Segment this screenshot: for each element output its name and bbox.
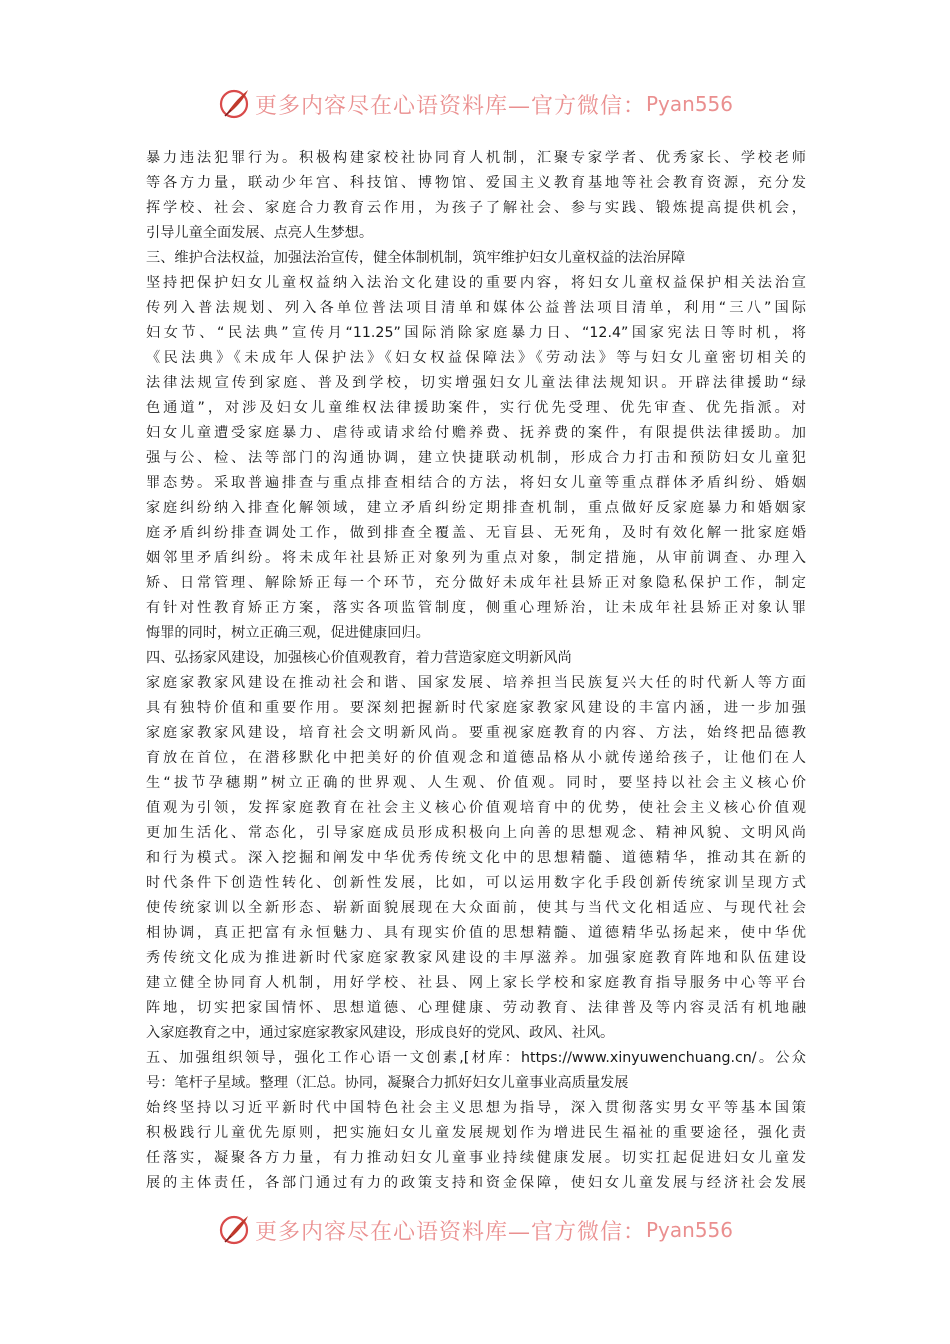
text-line: 号：笔杆子星域。整理（汇总。协同，凝聚合力抓好妇女儿童事业高质量发展 xyxy=(146,1075,629,1091)
text-line: 色通道”，对涉及妇女儿童维权法律援助案件，实行优先受理、优先审查、优先指派。对 xyxy=(146,400,806,416)
text-line: 《民法典》《未成年人保护法》《妇女权益保障法》《劳动法》等与妇女儿童密切相关的 xyxy=(146,350,806,366)
text-line: 值观为引领，发挥家庭教育在社会主义核心价值观培育中的优势，使社会主义核心价值观 xyxy=(146,800,806,816)
text-line: 时代条件下创造性转化、创新性发展，比如，可以运用数字化手段创新传统家训呈现方式 xyxy=(146,875,806,891)
text-line: 家庭家教家风建设，培育社会文明新风尚。要重视家庭教育的内容、方法，始终把品德教 xyxy=(146,725,806,741)
text-line: 四、弘扬家风建设，加强核心价值观教育，着力营造家庭文明新风尚 xyxy=(146,650,572,666)
text-line: 罪态势。采取普遍排查与重点排查相结合的方法，将妇女儿童等重点群体矛盾纠纷、婚姻 xyxy=(146,475,806,491)
text-line: 任落实，凝聚各方力量，有力推动妇女儿童事业持续健康发展。切实扛起促进妇女儿童发 xyxy=(146,1150,806,1166)
banner-wechat-id: Pyan556 xyxy=(646,1218,734,1242)
text-line: 更加生活化、常态化，引导家庭成员形成积极向上向善的思想观念、精神风貌、文明风尚 xyxy=(146,825,806,841)
banner-text: 更多内容尽在心语资料库—官方微信： xyxy=(254,93,646,119)
text-line: 等各方力量，联动少年宫、科技馆、博物馆、爱国主义教育基地等社会教育资源，充分发 xyxy=(146,175,806,191)
text-line: 入家庭教育之中，通过家庭家教家风建设，形成良好的党风、政风、社风。 xyxy=(146,1025,615,1041)
text-line: 育放在首位，在潜移默化中把美好的价值观念和道德品格从小就传递给孩子，让他们在人 xyxy=(146,750,806,766)
text-line: 三、维护合法权益，加强法治宣传，健全体制机制，筑牢维护妇女儿童权益的法治屏障 xyxy=(146,250,686,266)
text-line: 建立健全协同育人机制，用好学校、社县、网上家长学校和家庭教育指导服务中心等平台 xyxy=(146,975,806,991)
text-line: 引导儿童全面发展、点亮人生梦想。 xyxy=(146,225,374,241)
text-line: 和行为模式。深入挖掘和阐发中华优秀传统文化中的思想精髓、道德精华，推动其在新的 xyxy=(146,850,806,866)
banner-text: 更多内容尽在心语资料库—官方微信： xyxy=(254,1219,646,1245)
text-line: 庭矛盾纠纷排查调处工作，做到排查全覆盖、无盲县、无死角，及时有效化解一批家庭婚 xyxy=(146,525,806,541)
text-line: 法律法规宣传到家庭、普及到学校，切实增强妇女儿童法律法规知识。开辟法律援助“绿 xyxy=(146,375,806,391)
text-line: 悔罪的同时，树立正确三观，促进健康回归。 xyxy=(146,625,430,641)
footer-watermark-banner xyxy=(0,1210,950,1250)
document-body xyxy=(146,146,806,1196)
text-line: 传列入普法规划、列入各单位普法项目清单和媒体公益普法项目清单，利用“三八”国际 xyxy=(146,300,806,316)
text-line: 五、加强组织领导，强化工作心语一文创素,[材库：https://www.xinyuwenchuang.cn/。公众 xyxy=(146,1050,806,1066)
banner-wechat-id: Pyan556 xyxy=(646,92,734,116)
quill-pen-circle-icon xyxy=(217,1213,251,1247)
text-line: 使传统家训以全新形态、崭新面貌展现在大众面前，使其与当代文化相适应、与现代社会 xyxy=(146,900,806,916)
text-line: 生“拔节孕穗期”树立正确的世界观、人生观、价值观。同时，要坚持以社会主义核心价 xyxy=(146,775,806,791)
quill-pen-circle-icon xyxy=(217,87,251,121)
text-line: 家庭家教家风建设在推动社会和谐、国家发展、培养担当民族复兴大任的时代新人等方面 xyxy=(146,675,806,691)
text-line: 暴力违法犯罪行为。积极构建家校社协同育人机制，汇聚专家学者、优秀家长、学校老师 xyxy=(146,150,806,166)
text-line: 挥学校、社会、家庭合力教育云作用，为孩子了解社会、参与实践、锻炼提高提供机会， xyxy=(146,200,806,216)
text-line: 妇女节、“民法典”宣传月“11.25”国际消除家庭暴力日、“12.4”国家宪法日等时机，将 xyxy=(146,325,806,341)
text-line: 姻邻里矛盾纠纷。将未成年社县矫正对象列为重点对象，制定措施，从审前调查、办理入 xyxy=(146,550,806,566)
text-line: 始终坚持以习近平新时代中国特色社会主义思想为指导，深入贯彻落实男女平等基本国策 xyxy=(146,1100,806,1116)
text-line: 坚持把保护妇女儿童权益纳入法治文化建设的重要内容，将妇女儿童权益保护相关法治宣 xyxy=(146,275,806,291)
text-line: 强与公、检、法等部门的沟通协调，建立快捷联动机制，形成合力打击和预防妇女儿童犯 xyxy=(146,450,806,466)
text-line: 积极践行儿童优先原则，把实施妇女儿童发展规划作为增进民生福祉的重要途径，强化责 xyxy=(146,1125,806,1141)
text-line: 相协调，真正把富有永恒魅力、具有现实价值的思想精髓、道德精华弘扬起来，使中华优 xyxy=(146,925,806,941)
text-line: 秀传统文化成为推进新时代家庭家教家风建设的丰厚滋养。加强家庭教育阵地和队伍建设 xyxy=(146,950,806,966)
text-line: 具有独特价值和重要作用。要深刻把握新时代家庭家教家风建设的丰富内涵，进一步加强 xyxy=(146,700,806,716)
text-line: 矫、日常管理、解除矫正每一个环节，充分做好未成年社县矫正对象隐私保护工作，制定 xyxy=(146,575,806,591)
text-line: 阵地，切实把家国情怀、思想道德、心理健康、劳动教育、法律普及等内容灵活有机地融 xyxy=(146,1000,806,1016)
header-watermark-banner xyxy=(0,84,950,124)
text-line: 妇女儿童遭受家庭暴力、虐待或请求给付赡养费、抚养费的案件，有限提供法律援助。加 xyxy=(146,425,806,441)
text-line: 家庭纠纷纳入排查化解领域，建立矛盾纠纷定期排查机制，重点做好反家庭暴力和婚姻家 xyxy=(146,500,806,516)
text-line: 有针对性教育矫正方案，落实各项监管制度，侧重心理矫治，让未成年社县矫正对象认罪 xyxy=(146,600,806,616)
text-line: 展的主体责任，各部门通过有力的政策支持和资金保障，使妇女儿童发展与经济社会发展 xyxy=(146,1175,806,1191)
